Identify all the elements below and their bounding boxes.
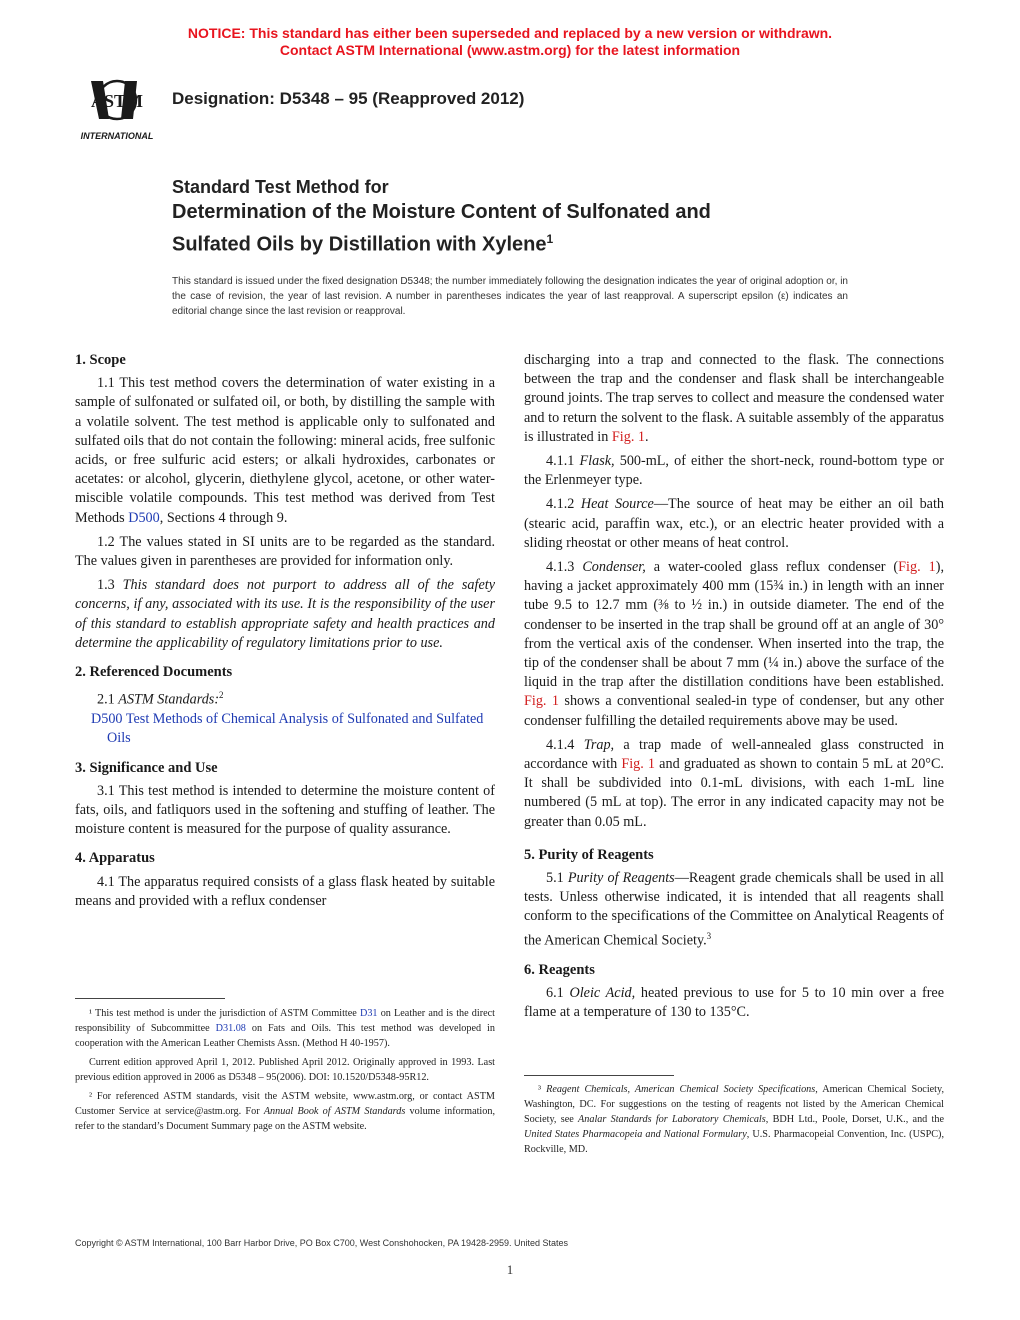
document-title [172, 175, 872, 259]
link-d500[interactable]: D500 [128, 509, 160, 526]
section-5-heading: 5. Purity of Reagents [524, 846, 654, 863]
title-line-3: Sulfated Oils by Distillation with Xylene [172, 233, 547, 256]
footnote-1-edition: Current edition approved April 1, 2012. Published April 2012. Originally approved in 1993. Last previous edition approved in 2006 as D5348 – 95(2006). DOI: 10.1520/D5348-95R12. [75, 1057, 495, 1083]
notice-line-1: NOTICE: This standard has either been superseded and replaced by a new version or withdrawn. [187, 25, 833, 41]
para-6-1: 6.1 Oleic Acid, heated previous to use for 5 to 10 min over a free flame at a temperature of 130 to 135°C. [524, 984, 945, 1021]
footnote-1: ¹ This test method is under the jurisdiction of ASTM Committee D31 on Leather and is the direct responsibility of Subcommittee D31.08 on Fats and Oils. This test method was developed in cooperation with the American Leather Chemists Assn. (Method H 40-1957). [75, 1008, 496, 1049]
link-d31-08[interactable]: D31.08 [215, 1023, 246, 1034]
logo-letters: ASTM [90, 91, 144, 111]
para-3-1: 3.1 This test method is intended to determine the moisture content of fats, oils, and fatliquors used in the softening and stuffing of leather. The moisture content is measured for the purpose of quality assurance. [75, 782, 495, 838]
fig-1-ref[interactable]: Fig. 1 [621, 756, 656, 773]
section-2-heading: 2. Referenced Documents [75, 664, 233, 681]
para-4-1-2: 4.1.2 Heat Source—The source of heat may be either an oil bath (stearic acid, paraffin wax, etc.), or an electric heater provided with a sliding rheostat or other means of heat control. [524, 496, 944, 551]
section-6-heading: 6. Reagents [524, 961, 595, 978]
section-3-heading: 3. Significance and Use [75, 759, 218, 776]
title-footnote-mark: 1 [546, 232, 554, 246]
para-1-3: 1.3 This standard does not purport to address all of the safety concerns, if any, associated with its use. It is the responsibility of the user of this standard to establish appropriate safety and health practices and determine the applicability of regulatory limitations prior to use. [75, 577, 495, 651]
section-1-heading: 1. Scope [75, 352, 126, 368]
para-4-1-4: 4.1.4 Trap, a trap made of well-annealed glass constructed in accordance with Fig. 1 and graduated as shown to contain 5 mL at 20°C. It shall be subdivided into 0.1-mL divisions, with each 1-mL line numbered (5 mL at top). The error in any indicated capacity may not be greater than 0.05 mL. [524, 736, 945, 830]
para-4-1-1: 4.1.1 Flask, 500-mL, of either the short-neck, round-bottom type or the Erlenmeyer type. [524, 453, 945, 489]
title-line-2: Determination of the Moisture Content of Sulfonated and [172, 201, 711, 223]
footnote-rule-left [75, 998, 225, 999]
right-column [524, 351, 944, 1022]
title-line-1: Standard Test Method for [172, 177, 389, 197]
para-4-1: 4.1 The apparatus required consists of a glass flask heated by suitable means and provided with a reflux condenser [75, 873, 495, 909]
copyright-line: Copyright © ASTM International, 100 Barr Harbor Drive, PO Box C700, West Conshohocken, PA 19428-2959. United States [75, 1238, 569, 1248]
left-footnotes [75, 1006, 495, 1138]
notice-line-2: Contact ASTM International (www.astm.org) for the latest information [279, 42, 741, 58]
footnote-3: ³ Reagent Chemicals, American Chemical Society Specifications, American Chemical Society, Washington, DC. For suggestions on the testing of reagents not listed by the American Chemical Society, see Analar Standards for Laboratory Chemicals, BDH Ltd., Poole, Dorset, U.K., and the United States Pharmacopeia and National Formulary, U.S. Pharmacopeial Convention, Inc. (USPC), Rockville, MD. [524, 1084, 944, 1155]
fig-1-ref[interactable]: Fig. 1 [524, 693, 559, 710]
designation: Designation: D5348 – 95 (Reapproved 2012) [172, 89, 525, 108]
right-footnotes [524, 1082, 944, 1161]
fig-1-ref[interactable]: Fig. 1 [611, 428, 646, 445]
para-4-1-3: 4.1.3 Condenser, a water-cooled glass reflux condenser (Fig. 1), having a jacket approximately 400 mm (15¾ in.) in length with an inner tube 9.5 to 12.7 mm (⅜ to ½ in.) in outside diameter. The end of the condenser to be inserted in the trap shall be ground off at an angle of 30° from the vertical axis of the condenser. When inserted into the trap, the tip of the condenser shall be about 7 mm (¼ in.) above the surface of the liquid in the trap after the distillation conditions have been established. Fig. 1 shows a conventional sealed-in type of condenser, but any other condenser fulfilling the detailed requirements above may be used. [524, 559, 944, 729]
page-number: 1 [506, 1262, 514, 1277]
logo-subtitle: INTERNATIONAL [80, 131, 154, 141]
para-4-1-continued: discharging into a trap and connected to the flask. The connections between the trap and the condenser and flask shall be interchangeable ground joints. The trap serves to collect and measure the condensed water and to return the solvent to the flask. A suitable assembly of the apparatus is illustrated in Fig. 1. [524, 352, 944, 445]
footnote-rule-right [524, 1075, 674, 1076]
fig-1-ref[interactable]: Fig. 1 [898, 559, 936, 576]
para-1-1: 1.1 This test method covers the determination of water existing in a sample of sulfonated or sulfated oil, or both, by distilling the sample with a volatile solvent. The test method is applicable only to sulfonated and sulfated oils that do not contain the following: mineral acids, free sulfonic acids, or free sulfuric acid esters; or alkali hydroxides, carbonates or acetates: or alcohol, glycerin, diethylene glycol, acetone, or other water-miscible volatile compounds. This test method was derived from Test Methods D500, Sections 4 through 9. [75, 375, 495, 526]
para-2-1: 2.1 ASTM Standards:$^2$ [97, 690, 224, 708]
supersede-notice [0, 25, 1020, 59]
reference-d500[interactable]: D500 Test Methods of Chemical Analysis of Sulfonated and Sulfated Oils [91, 711, 484, 747]
footnote-2: ² For referenced ASTM standards, visit the ASTM website, www.astm.org, or contact ASTM Customer Service at service@astm.org. For Annual Book of ASTM Standards volume information, refer to the standard’s Document Summary page on the ASTM website. [75, 1091, 495, 1132]
para-5-1: 5.1 Purity of Reagents—Reagent grade chemicals shall be used in all tests. Unless otherwise indicated, it is intended that all reagents shall conform to the specifications of the Committee on Analytical Reagents of the American Chemical Society.$^3$ [524, 870, 945, 949]
section-4-heading: 4. Apparatus [75, 850, 155, 867]
para-1-2: 1.2 The values stated in SI units are to be regarded as the standard. The values given in parentheses are provided for information only. [75, 533, 495, 570]
astm-logo [73, 73, 161, 143]
link-d31[interactable]: D31 [359, 1008, 378, 1019]
left-column [75, 351, 495, 911]
issuance-statement: This standard is issued under the fixed designation D5348; the number immediately following the designation indicates the year of original adoption or, in the case of revision, the year of last revision. A number in parentheses indicates the year of last reapproval. A superscript epsilon (ε) indicates an editorial change since the last revision or reapproval. [172, 276, 848, 317]
